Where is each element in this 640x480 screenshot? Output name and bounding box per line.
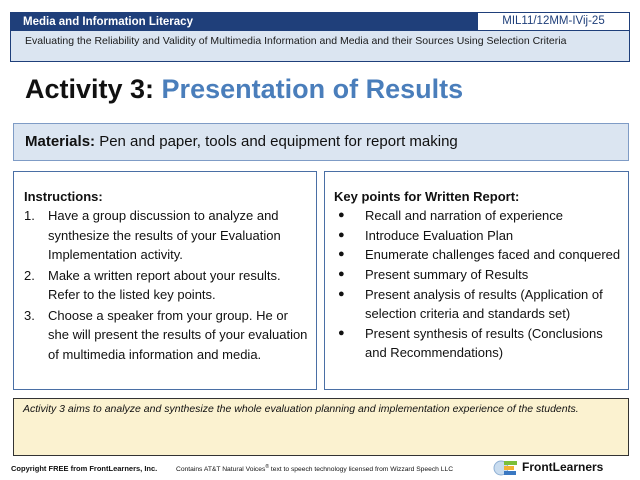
list-item	[24, 266, 316, 305]
list-item	[334, 245, 628, 264]
list-item-text: Introduce Evaluation Plan	[365, 227, 514, 243]
frontlearners-logo-text: FrontLearners	[522, 460, 604, 474]
list-item-text: Present synthesis of results (Conclusions and Recommendations)	[365, 325, 603, 360]
course-code: MIL11/12MM-IVij-25	[477, 13, 629, 30]
list-item-text: Enumerate challenges faced and conquered	[365, 247, 621, 263]
footer-copyright: Copyright FREE from FrontLearners, Inc.	[11, 464, 158, 473]
bullet-icon: ●	[338, 326, 345, 339]
list-item-text: Present analysis of results (Application of selection criteria and standards set)	[365, 286, 603, 322]
header-bar	[10, 12, 630, 31]
list-item	[334, 324, 628, 362]
list-item-number: 2.	[24, 267, 35, 283]
list-item	[24, 306, 316, 365]
list-item	[334, 206, 628, 225]
materials-label: Materials:	[25, 133, 96, 150]
instructions-panel	[13, 171, 317, 390]
page-title-main: Presentation of Results	[161, 74, 464, 104]
bullet-icon: ●	[338, 268, 345, 281]
bullet-icon: ●	[338, 248, 345, 261]
list-item-text: Have a group discussion to analyze and synthesize the results of your Evaluation Implementation activity.	[48, 208, 281, 262]
bullet-icon: ●	[338, 287, 345, 300]
list-item	[334, 265, 628, 284]
list-item-number: 3.	[24, 307, 35, 323]
bullet-icon: ●	[338, 209, 345, 221]
key-points-heading: Key points for Written Report:	[334, 189, 520, 204]
course-title: Media and Information Literacy	[23, 16, 193, 28]
activity-note: Activity 3 aims to analyze and synthesize the whole evaluation planning and implementation experience of the students.	[13, 398, 629, 456]
list-item-text: Make a written report about your results. Refer to the listed key points.	[48, 267, 281, 302]
footer-voices-post: text to speech technology licensed from Wizzard Speech LLC	[269, 466, 454, 474]
frontlearners-logo-icon	[493, 458, 519, 477]
footer-voices-pre: Contains AT&T Natural Voices	[176, 466, 266, 474]
materials-text: Pen and paper, tools and equipment for report making	[95, 133, 458, 150]
instructions-list	[24, 206, 316, 364]
footer-voices-notice	[176, 464, 453, 473]
list-item	[334, 285, 628, 323]
materials-box	[13, 123, 629, 161]
list-item-text: Choose a speaker from your group. He or she will present the results of your evaluation of multimedia information and media.	[48, 307, 308, 362]
bullet-icon: ●	[338, 228, 345, 241]
page-title-prefix: Activity 3:	[25, 74, 162, 104]
instructions-heading: Instructions:	[24, 189, 103, 204]
list-item	[24, 206, 316, 265]
lesson-subtitle: Evaluating the Reliability and Validity of Multimedia Information and Media and their Sources Using Selection Criteria	[10, 31, 630, 62]
key-points-list	[334, 206, 628, 362]
list-item	[334, 226, 628, 245]
key-points-panel	[324, 171, 629, 390]
list-item-text: Present summary of Results	[365, 267, 529, 283]
page-title	[25, 72, 463, 106]
list-item-text: Recall and narration of experience	[365, 208, 564, 223]
registered-mark: ®	[265, 464, 270, 470]
list-item-number: 1.	[24, 208, 35, 223]
